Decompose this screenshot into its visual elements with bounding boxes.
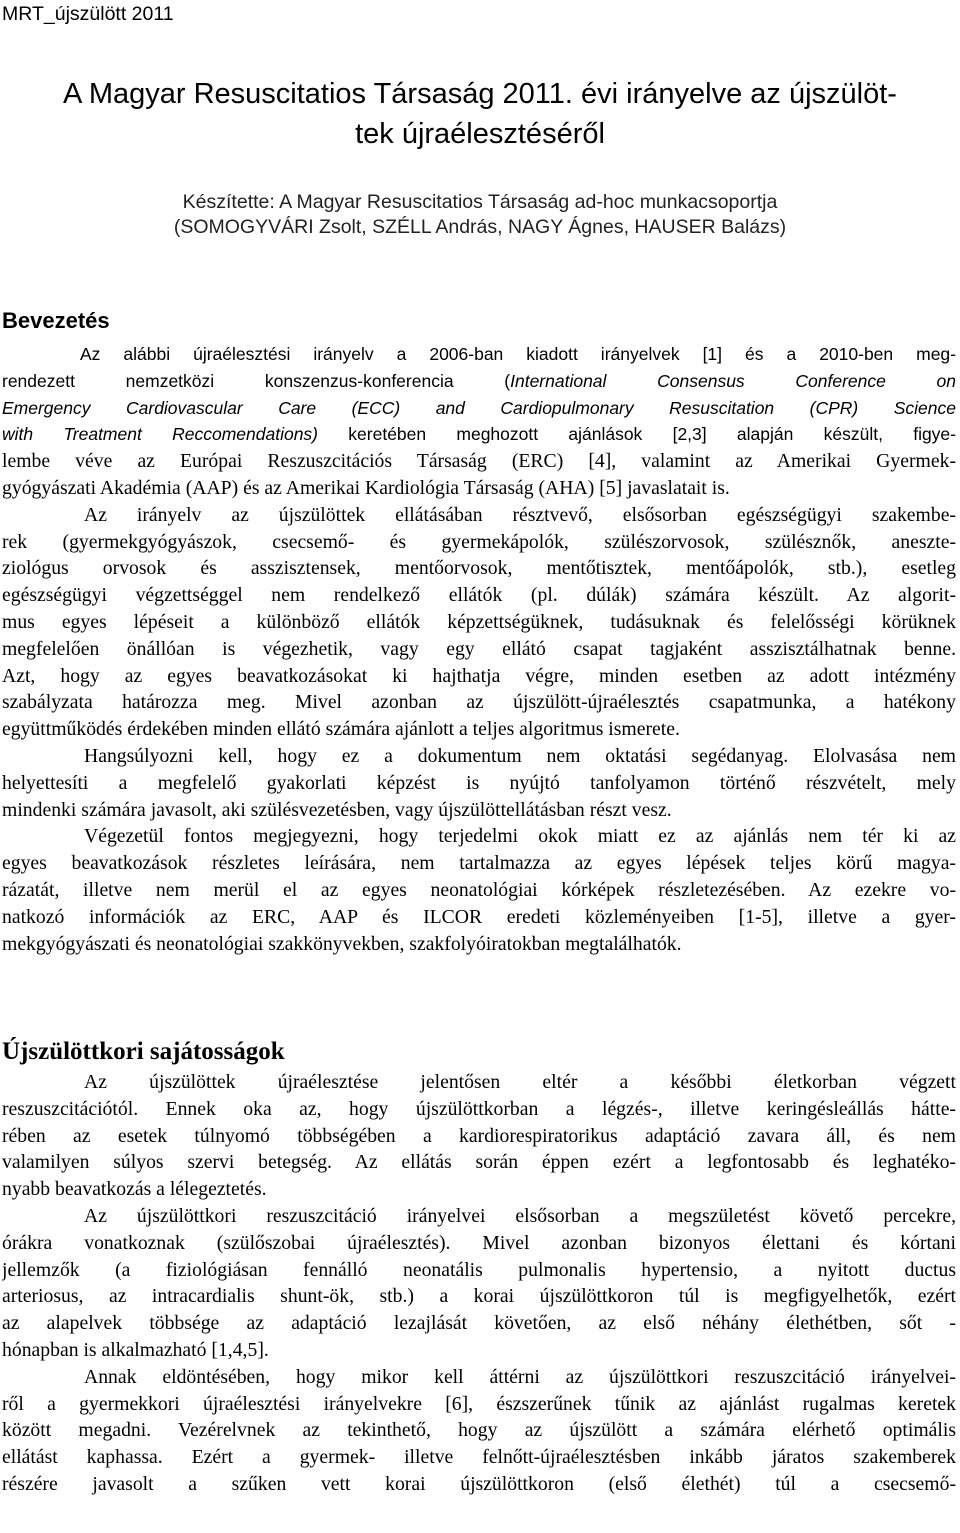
text-line: Emergency Cardiovascular Care (ECC) and Cardiopulmonary Resuscitation (CPR) Science <box>2 397 956 418</box>
text-line <box>2 421 956 448</box>
text-line: natkozó információk az ERC, AAP és ILCOR eredeti közleményeiben [1-5], illetve a gyer- <box>2 905 956 928</box>
intro-paragraphs <box>2 341 956 957</box>
text-line: Azt, hogy az egyes beavatkozásokat ki hajthatja végre, minden esetben az adott intézmény <box>2 664 956 687</box>
authors-block <box>0 190 960 240</box>
document-title-line: A Magyar Resuscitatios Társaság 2011. évi irányelve az újszülöt- <box>63 78 897 110</box>
text-line: ellátást kaphassa. Ezért a gyermek- illetve felnőtt-újraélesztésben inkább járatos szakemberek <box>2 1446 956 1469</box>
document-title <box>0 74 960 154</box>
text-run-italic: with Treatment Reccomendations) <box>2 424 319 445</box>
text-line: valamilyen súlyos szervi betegség. Az ellátás során éppen ezért a legfontosabb és leghatéko- <box>2 1151 956 1174</box>
text-line: lembe véve az Európai Reszuszcitációs Társaság (ERC) [4], valamint az Amerikai Gyermek- <box>2 450 956 473</box>
section-heading-ujszulottkori: Újszülöttkori sajátosságok <box>2 1038 285 1065</box>
text-line <box>2 368 956 395</box>
text-line: nyabb beavatkozás a lélegeztetés. <box>2 1178 267 1201</box>
text-line: szabályzata határozza meg. Mivel azonban az újszülött-újraélesztés csapatmunka, a hatékony <box>2 691 956 714</box>
text-line: rázatát, illetve nem merül el az egyes neonatológiai kórképek részletezésében. Az ezekre vo- <box>2 878 956 901</box>
text-line: között megadni. Vezérelvnek az tekinthető, hogy az újszülött a számára elérhető optimális <box>2 1419 956 1442</box>
newborn-paragraphs <box>2 1069 956 1498</box>
text-line: mus egyes lépéseit a különböző ellátók képzettségüknek, tudásuknak és felelősségi körüknek <box>2 610 956 633</box>
text-line: rek (gyermekgyógyászok, csecsemő- és gyermekápolók, szülészorvosok, szülésznők, aneszte- <box>2 530 956 553</box>
text-line: részére javasolt a szűken vett korai újszülöttkoron (első élethét) túl a csecsemő- <box>2 1472 956 1495</box>
text-line: Az alábbi újraélesztési irányelv a 2006-ban kiadott irányelvek [1] és a 2010-ben meg- <box>80 344 956 364</box>
text-line: gyógyászati Akadémia (AAP) és az Amerikai Kardiológia Társaság (AHA) [5] javaslatait is. <box>2 476 730 499</box>
text-line: Annak eldöntésében, hogy mikor kell áttérni az újszülöttkori reszuszcitáció irányelvei- <box>84 1365 956 1388</box>
text-line: az alapelvek többsége az adaptáció lezajlását követően, az első néhány élethétben, sőt - <box>2 1312 956 1335</box>
running-header: MRT_újszülött 2011 <box>2 3 174 25</box>
document-title-line: tek újraélesztéséről <box>355 118 605 150</box>
text-line: megfelelően önállóan is végezhetik, vagy egy ellátó csapat tagjaként asszisztálhatnak benne. <box>2 637 956 660</box>
text-line: ről a gyermekkori újraélesztési irányelvekre [6], észszerűnek tűnik az ajánlást rugalmas keretek <box>2 1392 956 1415</box>
text-line: órákra vonatkoznak (szülőszobai újraélesztés). Mivel azonban bizonyos élettani és kórtani <box>2 1231 956 1254</box>
text-line: mindenki számára javasolt, aki szülésvezetésben, vagy újszülöttellátásban részt vesz. <box>2 798 672 821</box>
section-heading-bevezetes: Bevezetés <box>2 308 110 333</box>
text-run-italic: International Consensus Conference on <box>510 370 956 391</box>
text-line: együttműködés érdekében minden ellátó számára ajánlott a teljes algoritmus ismerete. <box>2 718 680 741</box>
authors-line: (SOMOGYVÁRI Zsolt, SZÉLL András, NAGY Ágnes, HAUSER Balázs) <box>173 216 787 238</box>
text-line: ziológus orvosok és asszisztensek, mentőorvosok, mentőtisztek, mentőápolók, stb.), esetleg <box>2 557 956 580</box>
text-line: Hangsúlyozni kell, hogy ez a dokumentum nem oktatási segédanyag. Elolvasása nem <box>84 744 956 767</box>
text-line: mekgyógyászati és neonatológiai szakkönyvekben, szakfolyóiratokban megtalálhatók. <box>2 932 682 955</box>
text-line: jellemzők (a fiziológiásan fennálló neonatális pulmonalis hypertensio, a nyitott ductus <box>2 1258 956 1281</box>
text-line: egészségügyi végzettséggel nem rendelkező ellátók (pl. dúlák) számára készült. Az algorit- <box>2 584 956 607</box>
text-run: rendezett nemzetközi konszenzus-konferencia ( <box>2 370 511 391</box>
text-line: hónapban is alkalmazható [1,4,5]. <box>2 1338 269 1361</box>
text-line: Az újszülöttek újraélesztése jelentősen eltér a későbbi életkorban végzett <box>84 1071 956 1093</box>
authors-line: Készítette: A Magyar Resuscitatios Társaság ad-hoc munkacsoportja <box>182 191 778 213</box>
text-line: Az irányelv az újszülöttek ellátásában résztvevő, elsősorban egészségügyi szakembe- <box>84 503 956 526</box>
text-line: Az újszülöttkori reszuszcitáció irányelvei elsősorban a megszületést követő percekre, <box>84 1204 956 1227</box>
text-line: Végezetül fontos megjegyezni, hogy terjedelmi okok miatt ez az ajánlás nem tér ki az <box>84 825 956 848</box>
text-line: rében az esetek túlnyomó többségében a kardiorespiratorikus adaptáció zavara áll, és nem <box>2 1124 956 1147</box>
text-line: reszuszcitációtól. Ennek oka az, hogy újszülöttkorban a légzés-, illetve keringésleállás hátte- <box>2 1097 956 1120</box>
text-run: keretében meghozott ajánlások [2,3] alapján készült, figye- <box>318 424 956 445</box>
text-line: helyettesíti a megfelelő gyakorlati képzést is nyújtó tanfolyamon történő részvételt, mely <box>2 771 956 794</box>
text-line: egyes beavatkozások részletes leírására, nem tartalmazza az egyes lépések teljes körű magya- <box>2 852 956 875</box>
text-line: arteriosus, az intracardialis shunt-ök, stb.) a korai újszülöttkoron túl is megfigyelhetők, ezért <box>2 1285 956 1308</box>
